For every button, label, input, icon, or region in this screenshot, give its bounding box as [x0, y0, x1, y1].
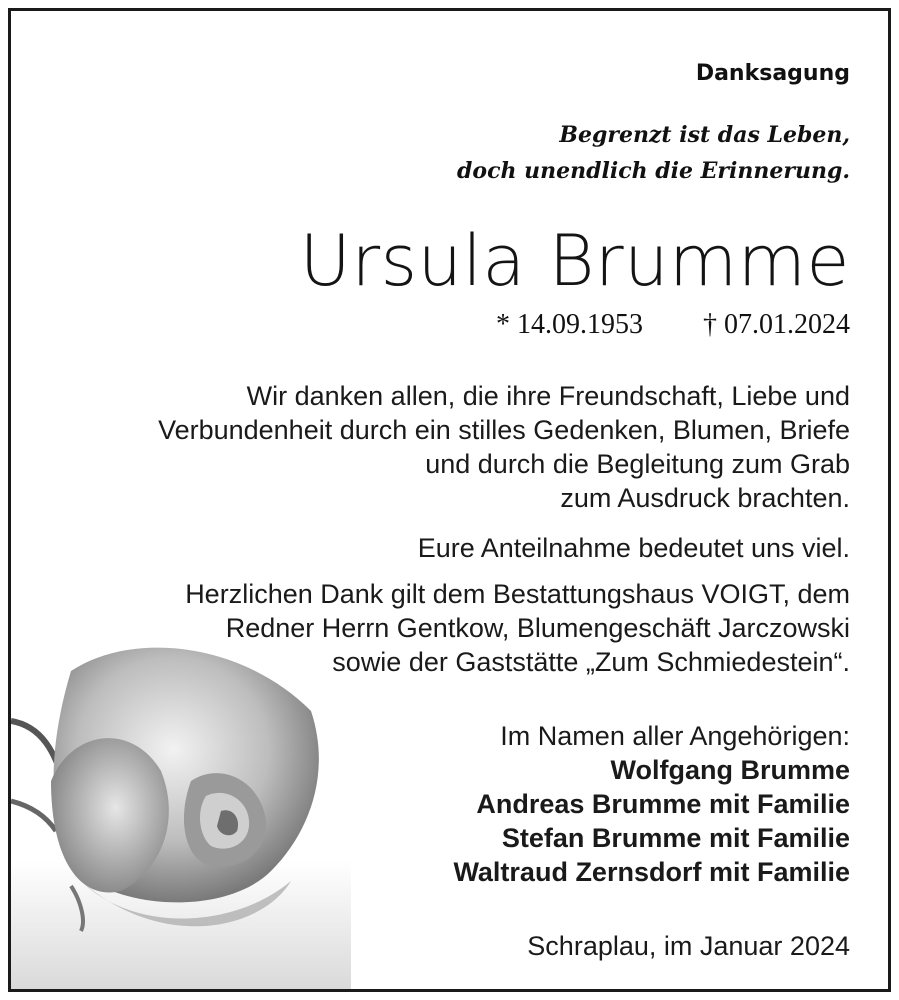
- text-line: Herzlichen Dank gilt dem Bestattungshaus VOIGT, dem: [185, 579, 850, 609]
- relative-name: Stefan Brumme mit Familie: [501, 823, 850, 853]
- dank-paragraph: [185, 577, 850, 679]
- signature-block: [453, 719, 850, 889]
- text-line: Verbundenheit durch ein stilles Gedenken, Blumen, Briefe: [158, 415, 850, 445]
- heading: Danksagung: [695, 61, 850, 86]
- text-line: und durch die Begleitung zum Grab: [425, 449, 850, 479]
- text-line: zum Ausdruck brachten.: [560, 483, 850, 513]
- text-line: sowie der Gaststätte „Zum Schmiedestein“.: [332, 647, 850, 677]
- text-line: Wir danken allen, die ihre Freundschaft, Liebe und: [246, 381, 850, 411]
- rose-image: [11, 631, 351, 991]
- signed-intro: Im Namen aller Angehörigen:: [500, 721, 850, 751]
- relative-name: Wolfgang Brumme: [610, 755, 850, 785]
- quote: [457, 117, 850, 189]
- life-dates: [496, 309, 850, 341]
- death-date: † 07.01.2024: [703, 309, 850, 340]
- deceased-name: Ursula Brumme: [299, 220, 850, 302]
- text-line: Redner Herrn Gentkow, Blumengeschäft Jarczowski: [225, 613, 850, 643]
- birth-date: * 14.09.1953: [496, 309, 643, 340]
- anteilnahme-line: Eure Anteilnahme bedeutet uns viel.: [417, 533, 850, 563]
- place-date: Schraplau, im Januar 2024: [527, 931, 850, 961]
- quote-line: Begrenzt ist das Leben,: [559, 122, 850, 148]
- quote-line: doch unendlich die Erinnerung.: [457, 158, 850, 184]
- obituary-card: [8, 8, 891, 992]
- relative-name: Andreas Brumme mit Familie: [476, 789, 850, 819]
- relative-name: Waltraud Zernsdorf mit Familie: [453, 857, 850, 887]
- thanks-paragraph: [158, 379, 850, 515]
